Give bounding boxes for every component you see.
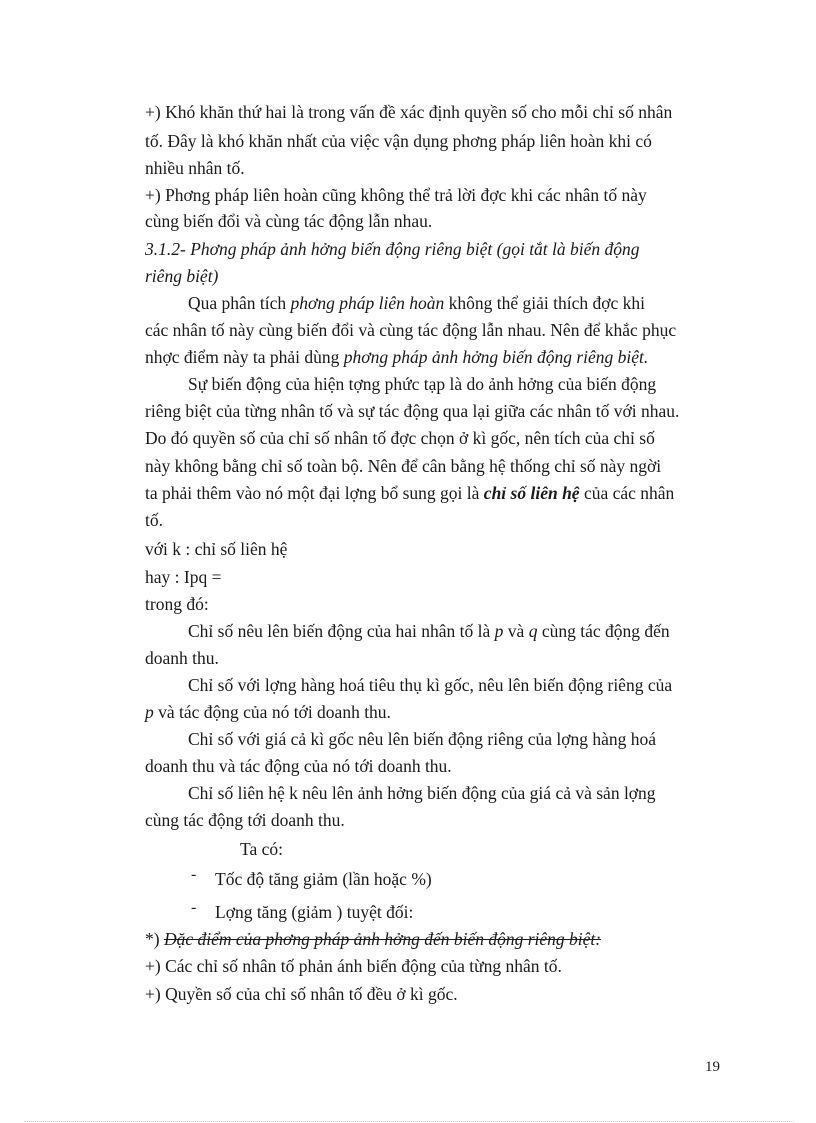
text-line: trong đó: <box>145 594 209 614</box>
method-name: phơng pháp liên hoàn <box>290 293 445 313</box>
text-line: cùng tác động tới doanh thu. <box>145 810 345 830</box>
text-line: với k : chỉ số liên hệ <box>145 539 288 559</box>
features-heading: *) Đặc điểm của phơng pháp ảnh hởng đến biến động riêng biệt: <box>145 929 602 949</box>
paragraph-line: ta phải thêm vào nó một đại lợng bổ sung gọi là chỉ số liên hệ của các nhân <box>145 483 675 503</box>
text-line: riêng biệt của từng nhân tố và sự tác động qua lại giữa các nhân tố với nhau. <box>145 401 680 421</box>
section-heading: 3.1.2- Phơng pháp ảnh hởng biến động riêng biệt (gọi tắt là biến động <box>145 239 640 259</box>
page-number: 19 <box>705 1059 720 1075</box>
text-line: Do đó quyền số của chỉ số nhân tố đợc chọn ở kì gốc, nên tích của chỉ số <box>145 428 655 448</box>
section-heading-cont: riêng biệt) <box>145 266 219 286</box>
text-line: +) Khó khăn thứ hai là trong vấn đề xác định quyền số cho mỗi chỉ số nhân <box>145 102 673 122</box>
text-line: này không bằng chỉ số toàn bộ. Nên để cân bằng hệ thống chỉ số này ngời <box>145 456 662 476</box>
text-line: Sự biến động của hiện tợng phức tạp là do ảnh hởng của biến động <box>188 374 657 394</box>
text-line: Ta có: <box>240 839 283 859</box>
text-line: doanh thu. <box>145 648 219 668</box>
text-line: Chỉ số với lợng hàng hoá tiêu thụ kì gốc, nêu lên biến động riêng của <box>188 675 673 695</box>
bullet-item: Lợng tăng (giảm ) tuyệt đối: <box>215 902 414 922</box>
text-line: hay : Ipq = <box>145 567 222 587</box>
text-line: tố. Đây là khó khăn nhất của việc vận dụng phơng pháp liên hoàn khi có <box>145 131 652 151</box>
page-bottom-border <box>24 1121 794 1122</box>
paragraph-line: Chỉ số nêu lên biến động của hai nhân tố là p và q cùng tác động đến <box>188 621 670 641</box>
text-line: nhiều nhân tố. <box>145 158 245 178</box>
text-line: cùng biến đổi và cùng tác động lẫn nhau. <box>145 211 433 231</box>
paragraph-line: p và tác động của nó tới doanh thu. <box>145 702 391 722</box>
text-line: +) Các chỉ số nhân tố phản ánh biến động của từng nhân tố. <box>145 956 562 976</box>
text-line: Chỉ số với giá cả kì gốc nêu lên biến động riêng của lợng hàng hoá <box>188 729 657 749</box>
key-term: chỉ số liên hệ <box>483 483 580 503</box>
text-line: doanh thu và tác động của nó tới doanh thu. <box>145 756 452 776</box>
bullet-marker: - <box>191 866 197 883</box>
bullet-marker: - <box>191 899 197 916</box>
text-line: các nhân tố này cùng biến đổi và cùng tác động lẫn nhau. Nên để khắc phục <box>145 320 677 340</box>
paragraph-line: nhợc điểm này ta phải dùng phơng pháp ảnh hởng biến động riêng biệt. <box>145 347 649 367</box>
bullet-item: Tốc độ tăng giảm (lần hoặc %) <box>215 869 432 889</box>
text-line: tố. <box>145 510 163 530</box>
text-line: +) Quyền số của chỉ số nhân tố đều ở kì gốc. <box>145 984 458 1004</box>
paragraph-line: Qua phân tích phơng pháp liên hoàn không thể giải thích đợc khi <box>188 293 646 313</box>
text-line: +) Phơng pháp liên hoàn cũng không thể trả lời đợc khi các nhân tố này <box>145 185 647 205</box>
text-line: Chỉ số liên hệ k nêu lên ảnh hởng biến động của giá cả và sản lợng <box>188 783 656 803</box>
method-name: phơng pháp ảnh hởng biến động riêng biệt. <box>343 347 649 367</box>
